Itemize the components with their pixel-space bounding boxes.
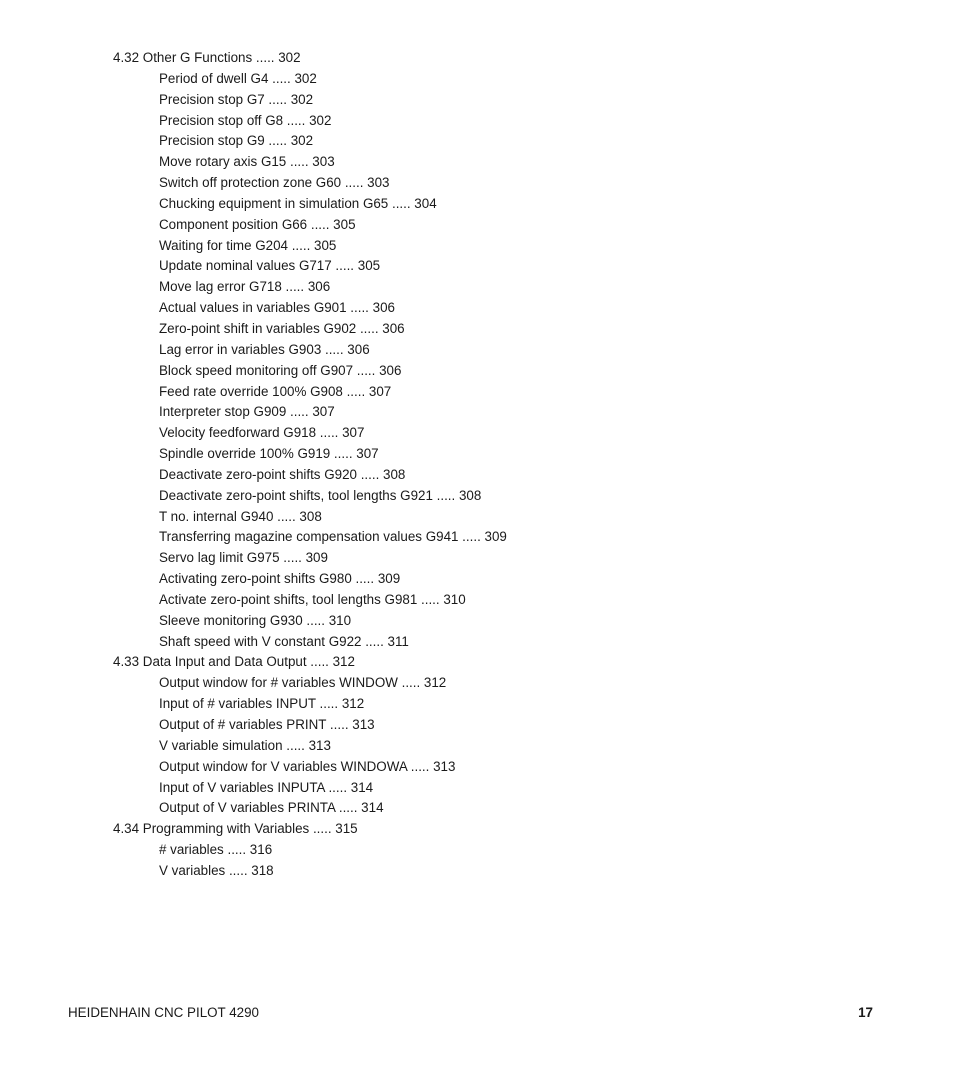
table-of-contents — [113, 48, 913, 882]
toc-subsection-entry: T no. internal G940 ..... 308 — [159, 508, 322, 524]
toc-subsection-entry: Output window for V variables WINDOWA ..... 313 — [159, 758, 456, 774]
toc-subsection-entry: V variable simulation ..... 313 — [159, 737, 331, 753]
toc-subsection-entry: Input of # variables INPUT ..... 312 — [159, 696, 365, 712]
toc-subsection-entry: Deactivate zero-point shifts, tool lengths G921 ..... 308 — [159, 487, 482, 503]
toc-subsection-entry: Interpreter stop G909 ..... 307 — [159, 404, 335, 420]
toc-subsection-entry: Transferring magazine compensation values G941 ..... 309 — [159, 529, 507, 545]
toc-subsection-entry: # variables ..... 316 — [159, 842, 273, 858]
toc-subsection-entry: Precision stop G9 ..... 302 — [159, 133, 314, 149]
toc-subsection-entry: Update nominal values G717 ..... 305 — [159, 258, 381, 274]
toc-subsection-entry: Output of # variables PRINT ..... 313 — [159, 717, 375, 732]
toc-subsection-entry: Servo lag limit G975 ..... 309 — [159, 550, 328, 566]
toc-subsection-entry: Velocity feedforward G918 ..... 307 — [159, 425, 365, 441]
toc-subsection-entry: V variables ..... 318 — [159, 862, 274, 878]
toc-subsection-entry: Switch off protection zone G60 ..... 303 — [159, 175, 390, 191]
toc-subsection-entry: Output of V variables PRINTA ..... 314 — [159, 800, 384, 816]
toc-subsection-entry: Component position G66 ..... 305 — [159, 216, 356, 232]
toc-subsection-entry: Move rotary axis G15 ..... 303 — [159, 154, 335, 170]
toc-subsection-entry: Output window for # variables WINDOW ..... 312 — [159, 675, 447, 691]
toc-subsection-entry: Period of dwell G4 ..... 302 — [159, 70, 317, 86]
toc-subsection-entry: Precision stop G7 ..... 302 — [159, 91, 314, 107]
page-number: 17 — [858, 1005, 873, 1020]
toc-subsection-entry: Feed rate override 100% G908 ..... 307 — [159, 383, 392, 399]
toc-subsection-entry: Input of V variables INPUTA ..... 314 — [159, 779, 374, 795]
toc-section-entry: 4.34 Programming with Variables ..... 315 — [113, 821, 358, 837]
toc-subsection-entry: Spindle override 100% G919 ..... 307 — [159, 446, 379, 462]
toc-subsection-entry: Zero-point shift in variables G902 ..... 306 — [159, 320, 405, 336]
toc-subsection-entry: Block speed monitoring off G907 ..... 306 — [159, 362, 402, 378]
toc-subsection-entry: Move lag error G718 ..... 306 — [159, 279, 331, 295]
toc-subsection-entry: Lag error in variables G903 ..... 306 — [159, 341, 370, 357]
toc-subsection-entry: Activate zero-point shifts, tool lengths G981 ..... 310 — [159, 591, 466, 607]
toc-subsection-entry: Chucking equipment in simulation G65 ..... 304 — [159, 195, 437, 211]
toc-subsection-entry: Activating zero-point shifts G980 ..... 309 — [159, 571, 401, 587]
toc-section-entry: 4.32 Other G Functions ..... 302 — [113, 50, 301, 65]
toc-subsection-entry: Precision stop off G8 ..... 302 — [159, 112, 332, 128]
toc-subsection-entry: Waiting for time G204 ..... 305 — [159, 237, 337, 253]
toc-subsection-entry: Actual values in variables G901 ..... 306 — [159, 300, 395, 316]
toc-section-entry: 4.33 Data Input and Data Output ..... 312 — [113, 654, 355, 670]
toc-subsection-entry: Sleeve monitoring G930 ..... 310 — [159, 612, 352, 628]
toc-subsection-entry: Shaft speed with V constant G922 ..... 311 — [159, 633, 409, 649]
toc-subsection-entry: Deactivate zero-point shifts G920 ..... 308 — [159, 466, 406, 482]
footer-title: HEIDENHAIN CNC PILOT 4290 — [68, 1005, 259, 1020]
